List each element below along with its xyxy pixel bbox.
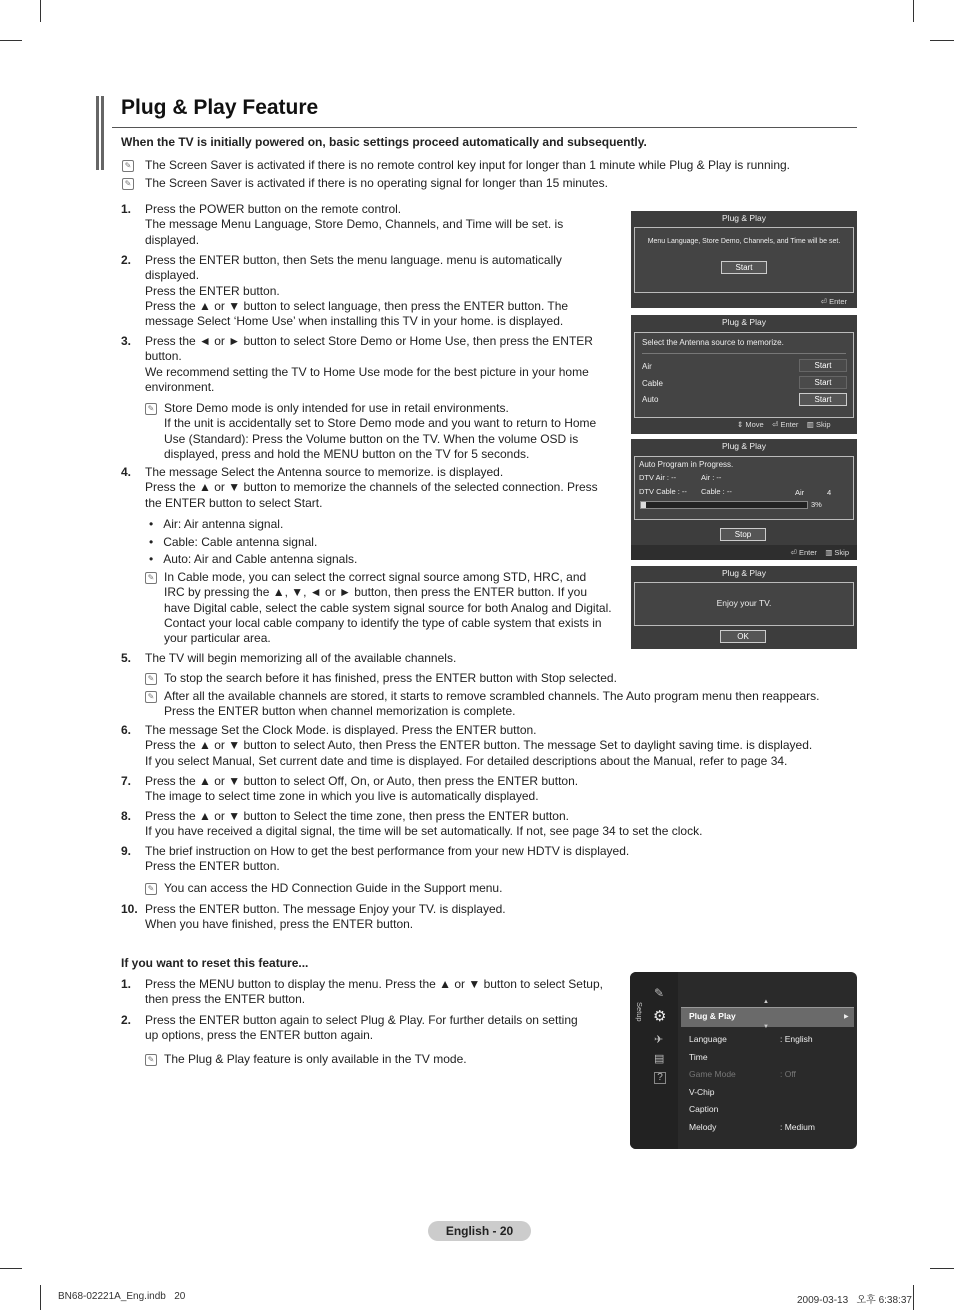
- menu-value-language: : English: [780, 1034, 813, 1044]
- page-number: English - 20: [428, 1221, 531, 1241]
- step-number: 7.: [121, 774, 132, 788]
- crop-mark: [0, 40, 22, 41]
- enter-icon: ⏎: [772, 420, 779, 429]
- step-6-text: The message Set the Clock Mode. is displayed. Press the ENTER button. Press the ▲ or ▼ button to select Auto, then Press the ENTER button. The message Set to daylight saving time. is displayed. If you select Manual, Set current date and time is displayed. For detailed descriptions about the Manual, refer to page 34.: [145, 723, 813, 768]
- osd-panel: [634, 332, 854, 418]
- menu-item-language[interactable]: Language: [689, 1034, 727, 1044]
- tv-mode-note: The Plug & Play feature is only available in the TV mode.: [164, 1052, 467, 1066]
- step-number: 1.: [121, 202, 132, 216]
- reset-section-title: If you want to reset this feature...: [121, 956, 309, 970]
- antenna-cable-label: Cable: [642, 379, 663, 388]
- crop-mark: [0, 1268, 22, 1269]
- up-arrow-icon: ▲: [763, 999, 769, 1005]
- osd-screen-4: [631, 566, 857, 649]
- chevron-right-icon: ▶: [844, 1014, 849, 1020]
- step-9-text: The brief instruction on How to get the best performance from your new HDTV is displayed. Press the ENTER button.: [145, 844, 630, 874]
- air-status: Air : --: [701, 473, 722, 482]
- menu-item-caption[interactable]: Caption: [689, 1104, 719, 1114]
- input-icon[interactable]: ✈: [654, 1034, 664, 1046]
- step-1-text: Press the POWER button on the remote control. The message Menu Language, Store Demo, Channels, and Time will be set. is displayed.: [145, 202, 564, 247]
- cable-note: In Cable mode, you can select the correct signal source among STD, HRC, and IRC by pressing the ▲, ▼, ◄ or ► button, then press the ENTER button. If you have Digital cable, select the cable system signal source for both Analog and Digital. Contact your local cable company to identify the type of cable system that exists in your particular area.: [164, 570, 612, 646]
- osd-title: Plug & Play: [722, 568, 766, 578]
- picture-icon[interactable]: ✎: [654, 986, 665, 1000]
- osd-panel: [634, 227, 854, 293]
- menu-item-v-chip[interactable]: V-Chip: [689, 1087, 715, 1097]
- progress-percent: 3%: [811, 500, 822, 509]
- hd-note: You can access the HD Connection Guide in the Support menu.: [164, 881, 503, 895]
- reset-step-2-text: Press the ENTER button again to select Plug & Play. For further details on setting up options, press the ENTER button again.: [145, 1013, 578, 1043]
- setup-menu: [630, 972, 857, 1149]
- step-7-text: Press the ▲ or ▼ button to select Off, On, or Auto, then press the ENTER button. The image to select time zone in which you live is automatically displayed.: [145, 774, 579, 804]
- ok-button[interactable]: OK: [720, 630, 766, 643]
- osd-footer: ⏎ Enter: [820, 297, 847, 306]
- air-start-button[interactable]: Start: [799, 359, 847, 372]
- step-number: 8.: [121, 809, 132, 823]
- cable-status: Cable : --: [701, 487, 732, 496]
- osd-panel: [634, 582, 854, 626]
- selected-item-label: Plug & Play: [689, 1011, 736, 1021]
- step-number: 4.: [121, 465, 132, 479]
- dtv-air-status: DTV Air : --: [639, 473, 677, 482]
- osd-footer: ⏎ Enter ▥ Skip: [790, 548, 849, 557]
- note-icon: ✎: [145, 1054, 157, 1066]
- stop-note: To stop the search before it has finished, press the ENTER button with Stop selected.: [164, 671, 617, 685]
- progress-fill: [641, 502, 646, 508]
- bullet-air: • Air: Air antenna signal.: [149, 517, 284, 531]
- menu-value-melody: : Medium: [780, 1122, 815, 1132]
- step-number: 10.: [121, 902, 138, 916]
- cable-start-button[interactable]: Start: [799, 376, 847, 389]
- menu-item-game-mode: Game Mode: [689, 1069, 736, 1079]
- osd-panel: [634, 456, 854, 520]
- support-icon[interactable]: ?: [654, 1072, 666, 1084]
- menu-value-game-mode: : Off: [780, 1069, 796, 1079]
- imprint-file: BN68-02221A_Eng.indb 20: [58, 1291, 186, 1302]
- osd-screen-3: [631, 439, 857, 560]
- note-icon: ✎: [145, 572, 157, 584]
- step-2-text: Press the ENTER button, then Sets the menu language. menu is automatically displayed. Press the ENTER button. Press the ▲ or ▼ button to select language, then press the ENTER button. The message Select ‘Home Use’ when installing this TV in your home. is displayed.: [145, 253, 569, 329]
- note-icon: ✎: [145, 883, 157, 895]
- osd-message: Auto Program in Progress.: [639, 460, 734, 469]
- crop-mark: [40, 1285, 41, 1310]
- step-4-text: The message Select the Antenna source to memorize. is displayed. Press the ▲ or ▼ button to memorize the channels of the selected connection. Press the ENTER button to select Start.: [145, 465, 598, 510]
- start-button[interactable]: Start: [721, 261, 767, 274]
- scrambled-note: After all the available channels are stored, it starts to remove scrambled channels. The Auto program menu then reappears. Press the ENTER button when channel memorization is complete.: [164, 689, 820, 719]
- setup-side-label: Setup: [635, 1002, 644, 1022]
- step-number: 9.: [121, 844, 132, 858]
- crop-mark: [930, 1268, 954, 1269]
- osd-title: Plug & Play: [722, 213, 766, 223]
- enter-icon: ⏎: [790, 548, 797, 557]
- bullet-cable: • Cable: Cable antenna signal.: [149, 535, 318, 549]
- step-10-text: Press the ENTER button. The message Enjoy your TV. is displayed. When you have finished, press the ENTER button.: [145, 902, 506, 932]
- step-number: 2.: [121, 253, 132, 267]
- note-icon: ✎: [145, 691, 157, 703]
- auto-start-button[interactable]: Start: [799, 393, 847, 406]
- osd-message: Menu Language, Store Demo, Channels, and Time will be set.: [647, 238, 841, 245]
- note-icon: ✎: [145, 673, 157, 685]
- osd-title: Plug & Play: [722, 317, 766, 327]
- step-number: 2.: [121, 1013, 132, 1027]
- antenna-auto-label: Auto: [642, 395, 659, 404]
- skip-icon: ▥: [825, 548, 833, 557]
- step-5-text: The TV will begin memorizing all of the available channels.: [145, 651, 457, 665]
- move-icon: ⇕: [737, 420, 744, 429]
- step-8-text: Press the ▲ or ▼ button to Select the time zone, then press the ENTER button. If you have received a digital signal, the time will be set automatically. If not, see page 34 to set the clock.: [145, 809, 703, 839]
- imprint-date: 2009-03-13 오후 6:38:37: [797, 1295, 912, 1306]
- page-title: Plug & Play Feature: [121, 96, 319, 119]
- title-rule: [112, 127, 857, 128]
- note-icon: ✎: [122, 160, 134, 172]
- osd-screen-1: [631, 211, 857, 308]
- menu-item-melody[interactable]: Melody: [689, 1122, 717, 1132]
- crop-mark: [913, 1285, 914, 1310]
- menu-item-time[interactable]: Time: [689, 1052, 708, 1062]
- note-text: The Screen Saver is activated if there is no remote control key input for longer than 1 minute while Plug & Play is running.: [145, 158, 790, 172]
- crop-mark: [930, 40, 954, 41]
- store-demo-note: Store Demo mode is only intended for use in retail environments. If the unit is accidentally set to Store Demo mode and you want to return to Home Use (Standard): Press the Volume button on the TV. When the volume OSD is displayed, press and hold the MENU button on the TV for 5 seconds.: [164, 401, 597, 461]
- intro-text: When the TV is initially powered on, basic settings proceed automatically and subsequently.: [121, 135, 647, 149]
- osd-message: Enjoy your TV.: [716, 598, 772, 608]
- crop-mark: [40, 0, 41, 22]
- dtv-cable-status: DTV Cable : --: [639, 487, 687, 496]
- down-arrow-icon: ▼: [763, 1024, 769, 1030]
- crop-mark: [913, 0, 914, 22]
- channel-number: 4: [827, 488, 832, 497]
- enter-icon: ⏎: [820, 297, 827, 306]
- osd-message: Select the Antenna source to memorize.: [642, 338, 784, 347]
- bullet-auto: • Auto: Air and Cable antenna signals.: [149, 552, 358, 566]
- osd-footer: ⇕ Move ⏎ Enter ▥ Skip: [737, 420, 831, 429]
- reset-step-1-text: Press the MENU button to display the menu. Press the ▲ or ▼ button to select Setup, then press the ENTER button.: [145, 977, 603, 1007]
- step-number: 1.: [121, 977, 132, 991]
- antenna-air-label: Air: [642, 362, 652, 371]
- note-icon: ✎: [145, 403, 157, 415]
- stop-button[interactable]: Stop: [720, 528, 766, 541]
- step-number: 3.: [121, 334, 132, 348]
- skip-icon: ▥: [806, 420, 814, 429]
- source-label: Air: [795, 488, 805, 497]
- step-3-text: Press the ◄ or ► button to select Store Demo or Home Use, then press the ENTER button. We recommend setting the TV to Home Use mode for the best picture in your home environment.: [145, 334, 593, 394]
- application-icon[interactable]: ▤: [654, 1053, 665, 1065]
- note-text: The Screen Saver is activated if there is no operating signal for longer than 15 minutes.: [145, 176, 608, 190]
- note-icon: ✎: [122, 178, 134, 190]
- step-number: 6.: [121, 723, 132, 737]
- step-number: 5.: [121, 651, 132, 665]
- osd-screen-2: [631, 315, 857, 434]
- progress-bar: [640, 501, 808, 509]
- osd-title: Plug & Play: [722, 441, 766, 451]
- gear-icon[interactable]: ⚙: [653, 1008, 667, 1025]
